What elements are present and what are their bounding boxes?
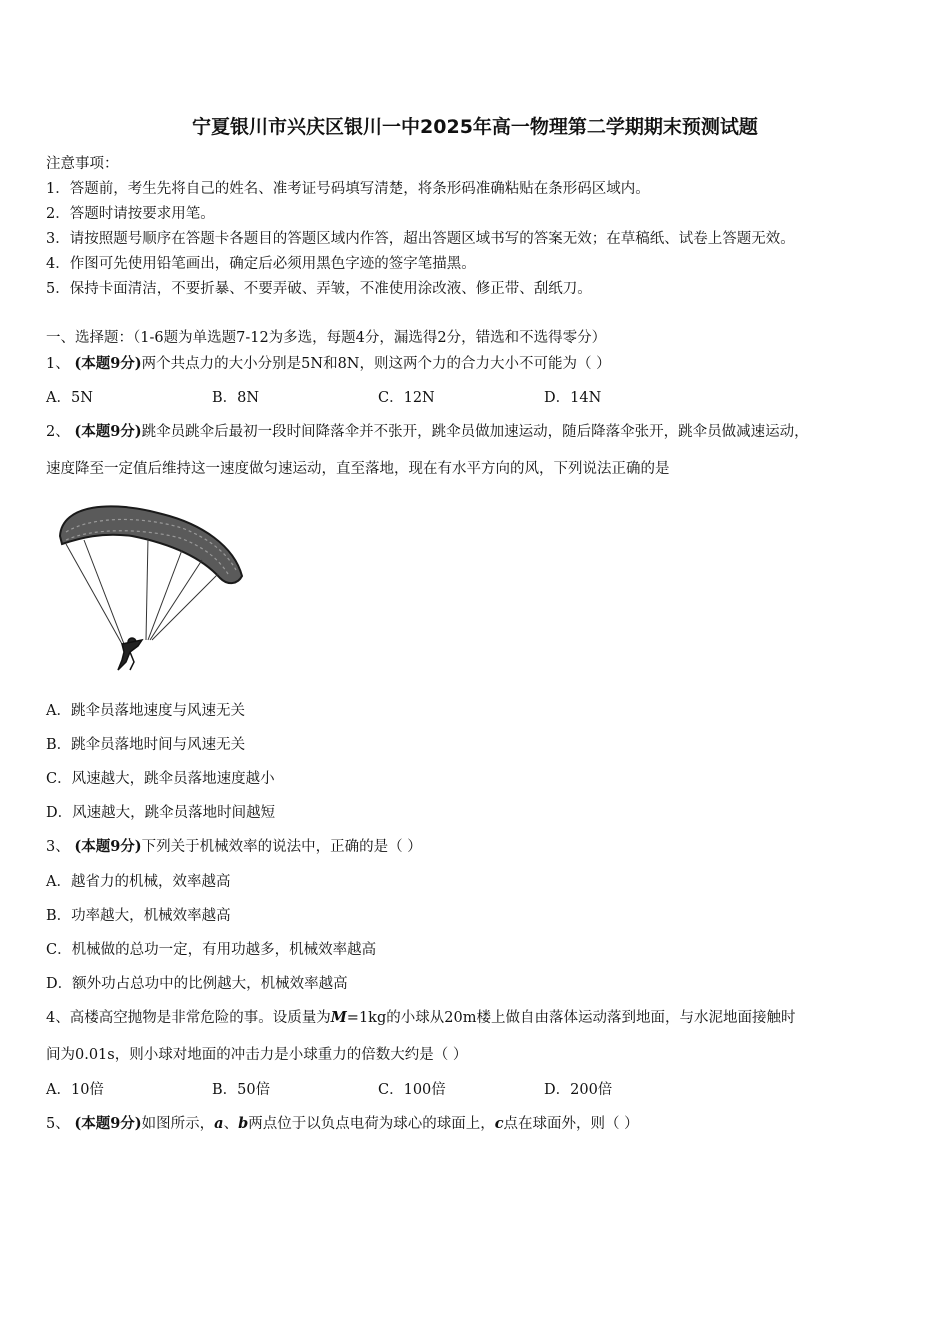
question-1 (46, 352, 611, 373)
option-b[interactable]: B．50倍 (212, 1082, 271, 1098)
question-3-option-c[interactable]: C．机械做的总功一定，有用功越多，机械效率越高 (46, 942, 377, 958)
point-a: a (214, 1115, 224, 1132)
notice-heading: 注意事项： (46, 156, 119, 172)
option-a[interactable]: A．10倍 (46, 1082, 104, 1098)
question-text: 下列关于机械效率的说法中，正确的是（ ） (141, 839, 422, 855)
question-number: 1、 (46, 356, 70, 372)
question-text-c: 点在球面外，则（ ） (503, 1116, 639, 1132)
notice-item-3: 3．请按照题号顺序在答题卡各题目的答题区域内作答，超出答题区域书写的答案无效；在草稿纸、试卷上答题无效。 (46, 231, 795, 247)
question-1-options (46, 386, 601, 407)
question-number: 5、 (46, 1116, 70, 1132)
question-2-option-d[interactable]: D．风速越大，跳伞员落地时间越短 (46, 805, 276, 821)
canopy-shape (60, 506, 242, 583)
notice-item-2: 2．答题时请按要求用笔。 (46, 206, 215, 222)
question-number: 3、 (46, 839, 70, 855)
question-text-line1: 跳伞员跳伞后最初一段时间降落伞并不张开，跳伞员做加速运动，随后降落伞张开，跳伞员做减速运动， (141, 424, 809, 440)
option-a[interactable]: A．5N (46, 390, 93, 406)
question-text: 两个共点力的大小分别是5N和8N，则这两个力的合力大小不可能为（ ） (141, 356, 611, 372)
question-number: 2、 (46, 424, 70, 440)
option-c[interactable]: C．100倍 (378, 1082, 446, 1098)
option-d[interactable]: D．200倍 (544, 1082, 613, 1098)
question-text-a: 如图所示， (141, 1116, 215, 1132)
question-3-option-d[interactable]: D．额外功占总功中的比例越大，机械效率越高 (46, 976, 348, 992)
question-2-option-c[interactable]: C．风速越大，跳伞员落地速度越小 (46, 771, 275, 787)
question-2-line2: 速度降至一定值后维持这一速度做匀速运动，直至落地，现在有水平方向的风，下列说法正确的是 (46, 461, 670, 477)
notice-item-5: 5．保持卡面清洁，不要折暴、不要弄破、弄皱，不准使用涂改液、修正带、刮纸刀。 (46, 281, 592, 297)
parachute-illustration (52, 494, 248, 674)
question-tag: (本题9分) (74, 1115, 142, 1132)
notice-item-4: 4．作图可先使用铅笔画出，确定后必须用黑色字迹的签字笔描黑。 (46, 256, 476, 272)
question-tag: (本题9分) (74, 423, 142, 440)
question-2-option-a[interactable]: A．跳伞员落地速度与风速无关 (46, 703, 245, 719)
question-text-b: 两点位于以负点电荷为球心的球面上， (248, 1116, 495, 1132)
option-b[interactable]: B．8N (212, 390, 260, 406)
option-c[interactable]: C．12N (378, 390, 435, 406)
question-4-options (46, 1078, 612, 1099)
separator: 、 (223, 1116, 239, 1132)
mass-symbol: M (330, 1009, 347, 1026)
question-3-option-b[interactable]: B．功率越大，机械效率越高 (46, 908, 231, 924)
question-tag: (本题9分) (74, 838, 142, 855)
point-b: b (238, 1115, 249, 1132)
question-2-option-b[interactable]: B．跳伞员落地时间与风速无关 (46, 737, 246, 753)
point-c: c (494, 1115, 504, 1132)
question-5 (46, 1112, 639, 1133)
notice-item-1: 1．答题前，考生先将自己的姓名、准考证号码填写清楚，将条形码准确粘贴在条形码区域内。 (46, 181, 650, 197)
question-4-line2: 间为0.01s，则小球对地面的冲击力是小球重力的倍数大约是（ ） (46, 1047, 468, 1063)
question-text-b: =1kg的小球从20m楼上做自由落体运动落到地面，与水泥地面接触时 (346, 1010, 796, 1026)
option-d[interactable]: D．14N (544, 390, 602, 406)
page-title: 宁夏银川市兴庆区银川一中2025年高一物理第二学期期末预测试题 (192, 116, 758, 138)
question-4 (46, 1006, 795, 1027)
question-tag: (本题9分) (74, 355, 142, 372)
question-3 (46, 835, 422, 856)
question-2 (46, 420, 809, 441)
question-3-option-a[interactable]: A．越省力的机械，效率越高 (46, 874, 231, 890)
question-text-a: 4、高楼高空抛物是非常危险的事。设质量为 (46, 1010, 331, 1026)
section-heading: 一、选择题：（1-6题为单选题7-12为多选，每题4分，漏选得2分，错选和不选得零分） (46, 330, 607, 346)
